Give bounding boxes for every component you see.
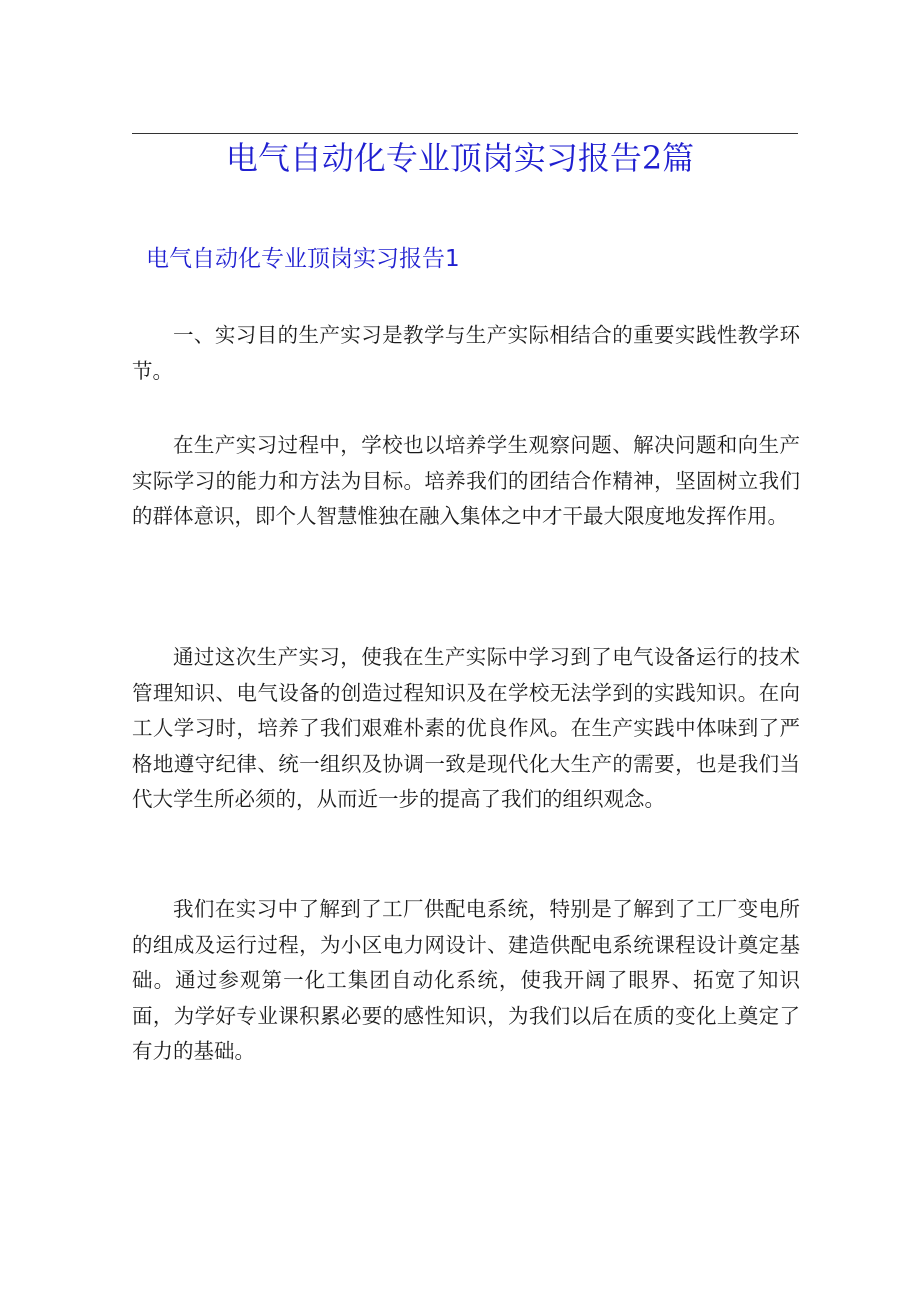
paragraph-4: 我们在实习中了解到了工厂供配电系统，特别是了解到了工厂变电所的组成及运行过程，为小区电力网设计、建造供配电系统课程设计奠定基础。通过参观第一化工集团自动化系统，使我开阔了眼界、拓宽了知识面，为学好专业课积累必要的感性知识，为我们以后在质的变化上奠定了有力的基础。 bbox=[132, 897, 800, 1063]
paragraph-2: 在生产实习过程中，学校也以培养学生观察问题、解决问题和向生产实际学习的能力和方法为目标。培养我们的团结合作精神，坚固树立我们的群体意识，即个人智慧惟独在融入集体之中才干最大限度地发挥作用。 bbox=[132, 433, 800, 528]
top-divider bbox=[132, 133, 798, 134]
paragraph-1: 一、实习目的生产实习是教学与生产实际相结合的重要实践性教学环节。 bbox=[132, 323, 800, 383]
document-title: 电气自动化专业顶岗实习报告2篇 bbox=[225, 139, 695, 177]
section-heading: 电气自动化专业顶岗实习报告1 bbox=[146, 246, 460, 272]
paragraph-3: 通过这次生产实习，使我在生产实际中学习到了电气设备运行的技术管理知识、电气设备的创造过程知识及在学校无法学到的实践知识。在向工人学习时，培养了我们艰难朴素的优良作风。在生产实践中体味到了严格地遵守纪律、统一组织及协调一致是现代化大生产的需要，也是我们当代大学生所必须的，从而近一步的提高了我们的组织观念。 bbox=[132, 645, 800, 811]
